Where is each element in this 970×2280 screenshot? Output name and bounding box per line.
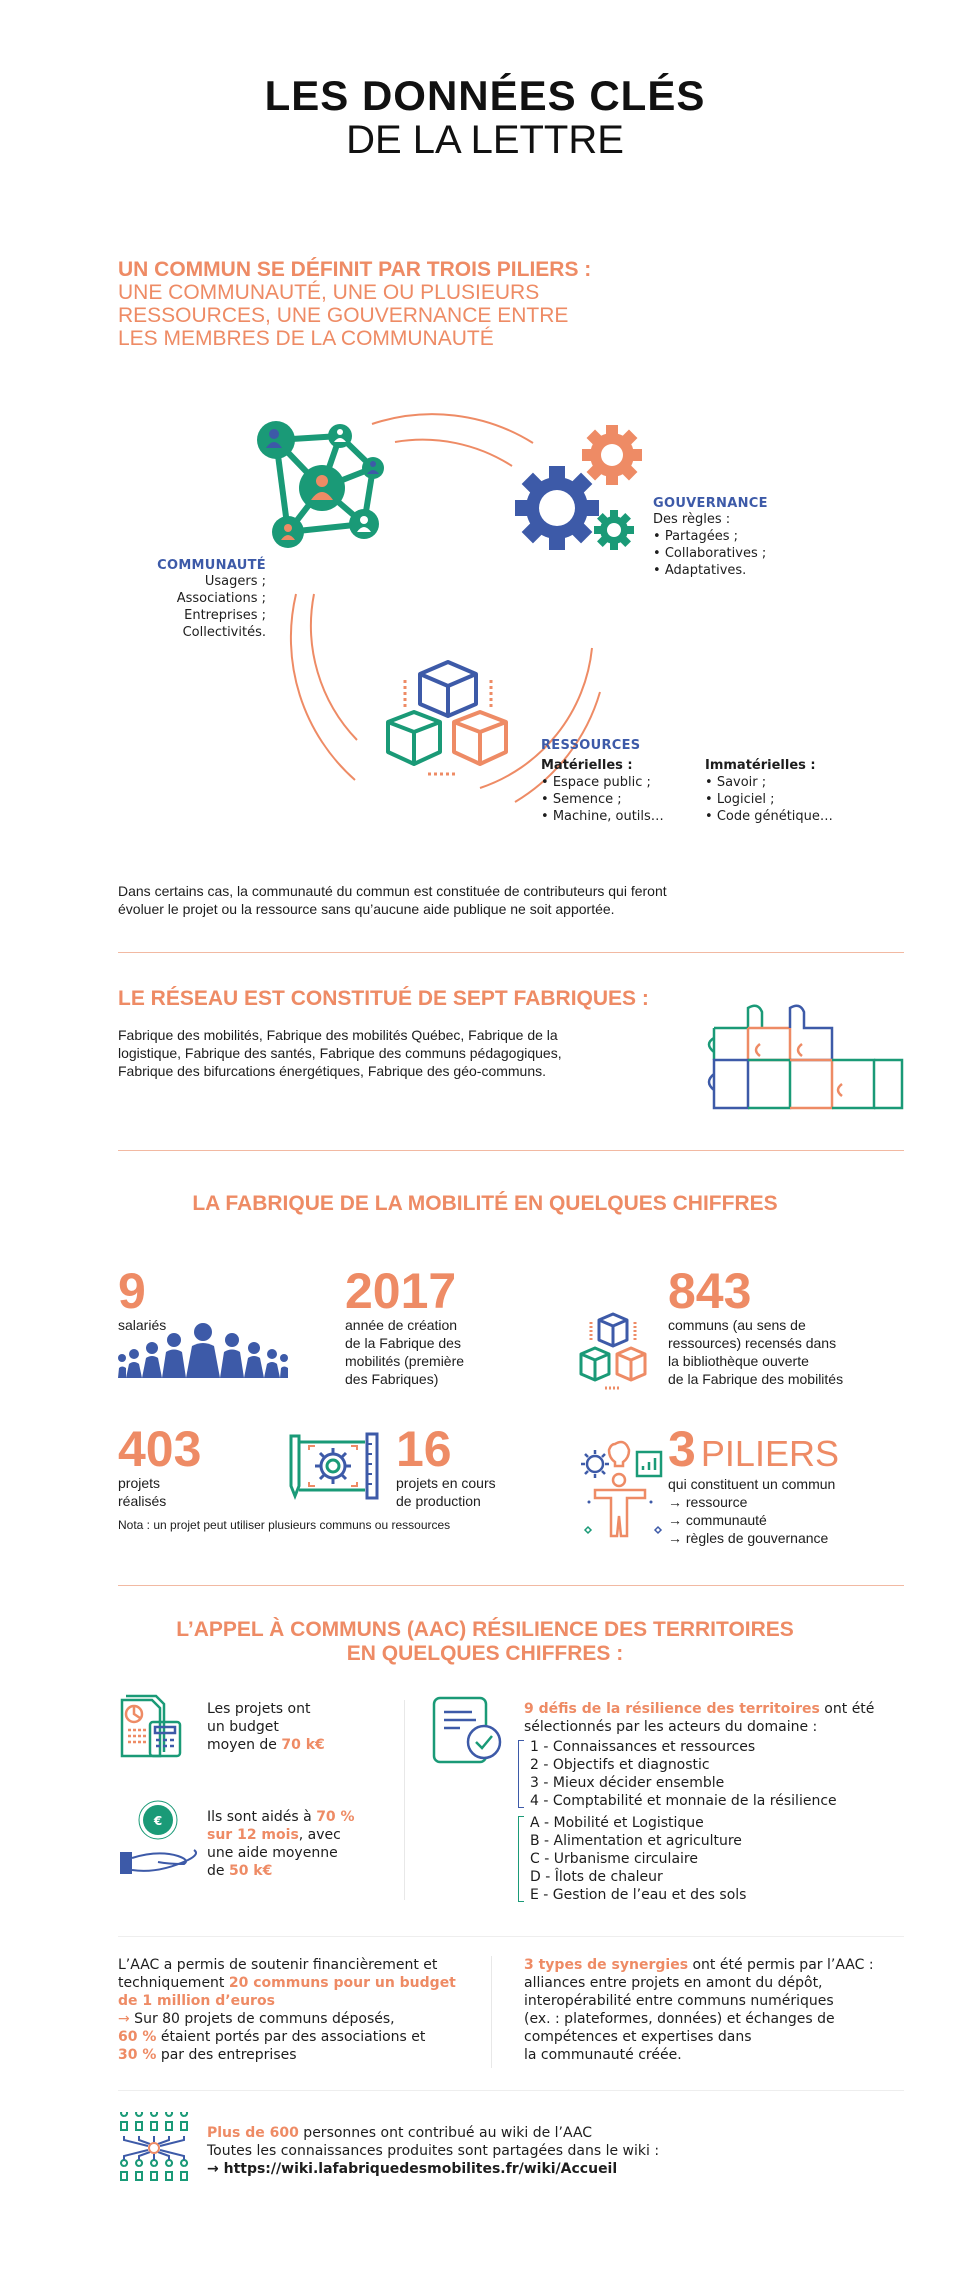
immaterielles-title: Immatérielles : xyxy=(705,758,816,773)
aid-line: de xyxy=(207,1863,229,1879)
stat-projets-en-cours xyxy=(396,1421,566,1510)
defi-item: C - Urbanisme circulaire xyxy=(530,1851,698,1867)
budget-amount: 70 k€ xyxy=(281,1737,325,1753)
gouvernance-block xyxy=(653,496,853,579)
ressources-immaterielles xyxy=(705,757,885,825)
svg-text:€: € xyxy=(153,1814,163,1828)
network-icon xyxy=(257,421,384,548)
stat-label: → communauté xyxy=(668,1512,767,1528)
cubes-small-icon xyxy=(575,1310,655,1392)
defis-block xyxy=(524,1700,904,1904)
support-percent: 30 % xyxy=(118,2047,157,2063)
stat-value: 9 xyxy=(118,1263,146,1319)
stat-piliers xyxy=(668,1421,908,1547)
defis-group-2 xyxy=(524,1814,904,1904)
budget-text xyxy=(207,1700,325,1754)
support-line: Sur 80 projets de communs déposés, xyxy=(129,2011,395,2027)
stat-value: 403 xyxy=(118,1421,202,1477)
wiki-link[interactable]: → https://wiki.lafabriquedesmobilites.fr/wiki/Accueil xyxy=(207,2161,618,2177)
bracket xyxy=(518,1740,524,1808)
budget-line: moyen de xyxy=(207,1737,282,1753)
person-ideas-icon xyxy=(575,1440,670,1540)
gouvernance-label: GOUVERNANCE xyxy=(653,496,768,511)
section-divider-light xyxy=(118,1936,904,1937)
support-highlight: de 1 million d’euros xyxy=(118,1993,275,2009)
stat-label: projets en cours xyxy=(396,1475,496,1491)
defi-item: 1 - Connaissances et ressources xyxy=(530,1739,756,1755)
stat-value: 16 xyxy=(396,1421,452,1477)
support-line: par des entreprises xyxy=(156,2047,297,2063)
wiki-line: Toutes les connaissances produites sont partagées dans le wiki : xyxy=(207,2143,660,2159)
aid-amount: 50 k€ xyxy=(228,1863,273,1879)
defi-item: 3 - Mieux décider ensemble xyxy=(530,1775,725,1791)
stat-label: de la Fabrique des mobilités xyxy=(668,1371,844,1387)
stat-label: de la Fabrique des xyxy=(345,1335,461,1351)
note-line: Dans certains cas, la communauté du commun est constituée de contributeurs qui feront xyxy=(118,883,667,899)
network-heading: LE RÉSEAU EST CONSTITUÉ DE SEPT FABRIQUES : xyxy=(118,987,649,1010)
section-divider xyxy=(118,1585,904,1586)
ressources-block xyxy=(541,738,901,825)
column-divider xyxy=(404,1700,405,1900)
communaute-block xyxy=(118,558,266,641)
synergies-line: (ex. : plateformes, données) et échanges de xyxy=(524,2011,835,2027)
support-line: étaient portés par des associations et xyxy=(156,2029,426,2045)
defis-group-1 xyxy=(524,1738,904,1810)
aid-line: une aide moyenne xyxy=(207,1845,338,1861)
stat-value: 2017 xyxy=(345,1263,457,1319)
support-line: techniquement xyxy=(118,1975,229,1991)
defi-item: E - Gestion de l’eau et des sols xyxy=(530,1887,747,1903)
network-text-line: Fabrique des bifurcations énergétiques, Fabrique des géo-communs. xyxy=(118,1063,547,1079)
support-percent: 60 % xyxy=(118,2029,157,2045)
support-block xyxy=(118,1956,478,2064)
stat-label: projets xyxy=(118,1475,161,1491)
pillars-heading-bold: UN COMMUN SE DÉFINIT PAR TROIS PILIERS : xyxy=(118,258,592,281)
synergies-line: interopérabilité entre communs numériques xyxy=(524,1993,834,2009)
arc xyxy=(311,594,357,740)
synergies-line: la communauté créée. xyxy=(524,2047,682,2063)
wiki-block xyxy=(207,2124,887,2178)
gouvernance-item: • Collaboratives ; xyxy=(653,545,853,562)
page-title: LES DONNÉES CLÉS xyxy=(264,72,706,119)
gears-icon xyxy=(515,425,642,550)
figures-note: Nota : un projet peut utiliser plusieurs communs ou ressources xyxy=(118,1518,451,1532)
pillars-note xyxy=(118,882,878,918)
communaute-label: COMMUNAUTÉ xyxy=(157,558,266,573)
puzzle-icon xyxy=(702,1004,907,1120)
budget-line: un budget xyxy=(207,1719,279,1735)
support-line: L’AAC a permis de soutenir financièrement et xyxy=(118,1957,438,1973)
arrow-icon: → xyxy=(118,2011,130,2027)
pillars-heading xyxy=(118,258,718,350)
gouvernance-item: • Adaptatives. xyxy=(653,562,853,579)
synergies-line: compétences et expertises dans xyxy=(524,2029,752,2045)
materielles-item: • Machine, outils… xyxy=(541,808,705,825)
hand-coin-icon xyxy=(118,1800,198,1878)
stat-label: des Fabriques) xyxy=(345,1371,439,1387)
defi-item: D - Îlots de chaleur xyxy=(530,1869,663,1885)
immaterielles-item: • Savoir ; xyxy=(705,774,885,791)
blueprint-icon xyxy=(285,1430,385,1502)
people-group-icon xyxy=(118,1322,288,1378)
pillars-heading-line: UNE COMMUNAUTÉ, UNE OU PLUSIEURS xyxy=(118,281,540,304)
defis-intro: sélectionnés par les acteurs du domaine : xyxy=(524,1719,818,1735)
materielles-item: • Semence ; xyxy=(541,791,705,808)
stat-value-suffix: PILIERS xyxy=(700,1433,839,1474)
communaute-item: Entreprises ; xyxy=(184,608,266,623)
materielles-title: Matérielles : xyxy=(541,758,633,773)
document-check-icon xyxy=(432,1694,504,1764)
materielles-item: • Espace public ; xyxy=(541,774,705,791)
arc xyxy=(395,440,512,466)
wiki-line: personnes ont contribué au wiki de l’AAC xyxy=(298,2125,593,2141)
defis-intro: ont été xyxy=(819,1701,875,1717)
stat-label: année de création xyxy=(345,1317,458,1333)
ressources-label: RESSOURCES xyxy=(541,738,641,753)
pillars-heading-line: LES MEMBRES DE LA COMMUNAUTÉ xyxy=(118,327,494,350)
stat-label: → règles de gouvernance xyxy=(668,1530,829,1546)
immaterielles-item: • Code génétique… xyxy=(705,808,885,825)
aid-percent: 70 % xyxy=(316,1809,355,1825)
stat-label: ressources) recensés dans xyxy=(668,1335,837,1351)
section-divider-light xyxy=(118,2090,904,2091)
community-network-icon xyxy=(118,2112,190,2184)
budget-line: Les projets ont xyxy=(207,1701,311,1717)
synergies-block xyxy=(524,1956,904,2064)
defi-item: 4 - Comptabilité et monnaie de la résilience xyxy=(530,1793,837,1809)
stat-label: communs (au sens de xyxy=(668,1317,806,1333)
pillars-heading-line: RESSOURCES, UNE GOUVERNANCE ENTRE xyxy=(118,304,569,327)
support-highlight: 20 communs pour un budget xyxy=(228,1975,456,1991)
aac-heading-line1: L’APPEL À COMMUNS (AAC) RÉSILIENCE DES TERRITOIRES xyxy=(176,1618,794,1641)
stat-label: salariés xyxy=(118,1317,167,1333)
figures-heading: LA FABRIQUE DE LA MOBILITÉ EN QUELQUES CHIFFRES xyxy=(192,1192,778,1215)
stat-label: de production xyxy=(396,1493,481,1509)
aac-heading-line2: EN QUELQUES CHIFFRES : xyxy=(346,1642,624,1665)
stat-label: réalisés xyxy=(118,1493,167,1509)
defis-highlight: 9 défis de la résilience des territoires xyxy=(524,1701,820,1717)
bracket xyxy=(518,1816,524,1902)
stat-projets-realises xyxy=(118,1421,202,1510)
stat-label: la bibliothèque ouverte xyxy=(668,1353,809,1369)
synergies-line: ont été permis par l’AAC : xyxy=(688,1957,874,1973)
page-subtitle: DE LA LETTRE xyxy=(346,118,624,162)
stat-value: 3 xyxy=(668,1421,696,1477)
network-text-line: logistique, Fabrique des santés, Fabrique des communs pédagogiques, xyxy=(118,1045,562,1061)
defi-item: 2 - Objectifs et diagnostic xyxy=(530,1757,710,1773)
arc xyxy=(372,414,533,443)
budget-calculator-icon xyxy=(118,1694,186,1762)
stat-communs xyxy=(668,1263,908,1388)
gouvernance-item: • Partagées ; xyxy=(653,528,853,545)
column-divider xyxy=(491,1956,492,2068)
stat-value: 843 xyxy=(668,1263,752,1319)
stat-label: qui constituent un commun xyxy=(668,1476,836,1492)
defi-item: B - Alimentation et agriculture xyxy=(530,1833,742,1849)
network-text xyxy=(118,1026,678,1080)
stat-label: → ressource xyxy=(668,1494,748,1510)
immaterielles-item: • Logiciel ; xyxy=(705,791,885,808)
communaute-item: Usagers ; xyxy=(204,574,266,589)
aid-line: , avec xyxy=(298,1827,341,1843)
note-line: évoluer le projet ou la ressource sans qu’aucune aide publique ne soit apportée. xyxy=(118,901,615,917)
section-divider xyxy=(118,1150,904,1151)
ressources-materielles xyxy=(541,757,705,825)
aid-line: Ils sont aidés à xyxy=(207,1809,317,1825)
aid-duration: sur 12 mois xyxy=(207,1827,299,1843)
stat-label: mobilités (première xyxy=(345,1353,465,1369)
defi-item: A - Mobilité et Logistique xyxy=(530,1815,704,1831)
stat-creation-year xyxy=(345,1263,525,1388)
aid-text xyxy=(207,1808,355,1880)
network-text-line: Fabrique des mobilités, Fabrique des mobilités Québec, Fabrique de la xyxy=(118,1027,558,1043)
communaute-item: Associations ; xyxy=(176,591,266,606)
synergies-line: alliances entre projets en amont du dépôt, xyxy=(524,1975,823,1991)
cubes-icon xyxy=(388,662,506,774)
synergies-highlight: 3 types de synergies xyxy=(524,1957,689,1973)
communaute-item: Collectivités. xyxy=(182,625,266,640)
wiki-highlight: Plus de 600 xyxy=(207,2125,299,2141)
section-divider xyxy=(118,952,904,953)
gouvernance-intro: Des règles : xyxy=(653,512,731,527)
